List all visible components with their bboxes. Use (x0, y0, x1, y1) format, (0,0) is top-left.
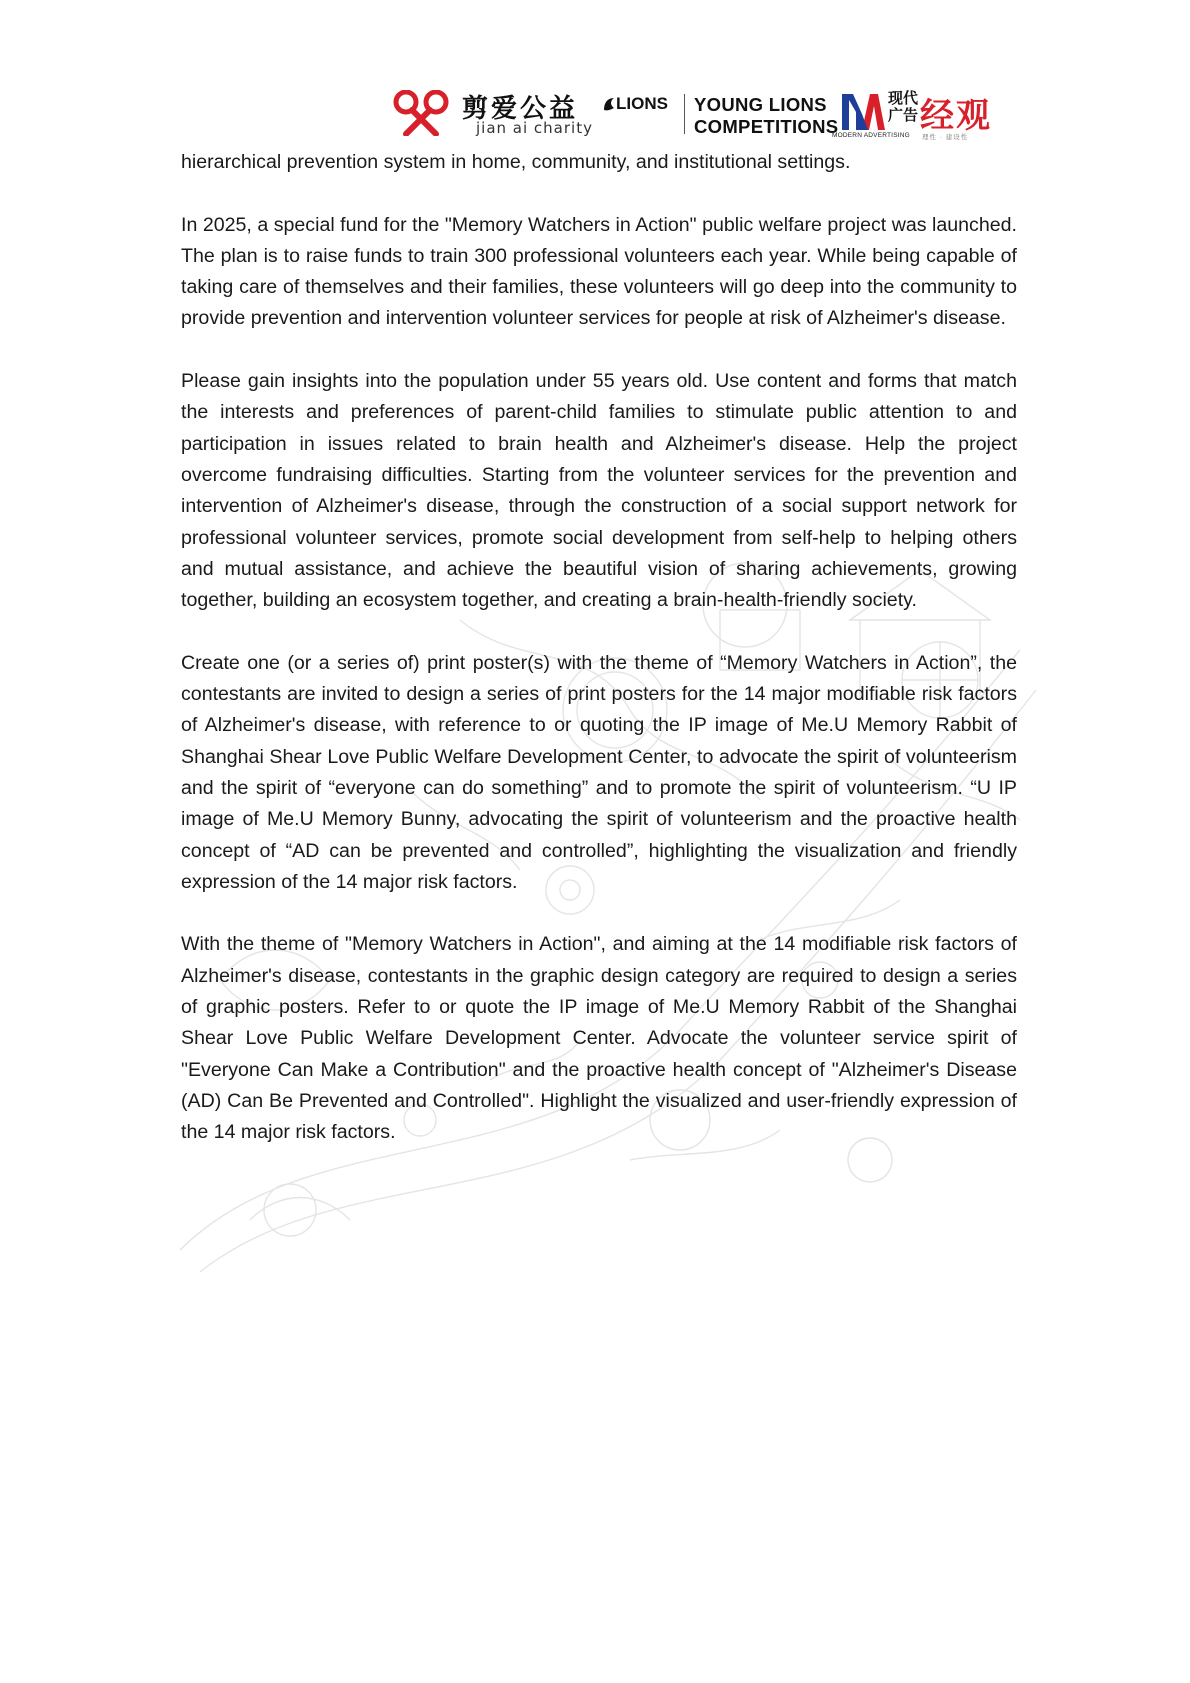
document-body (181, 147, 1017, 1180)
jian-ai-english-name: jian ai charity (476, 119, 593, 137)
lions-mark-icon (602, 96, 616, 112)
header-logos (392, 86, 1012, 142)
paragraph-insights: Please gain insights into the population under 55 years old. Use content and forms that match the interests and preferences of parent-child families to stimulate public attention to and participation in issues related to brain health and Alzheimer's disease. Help the project overcome fundraising difficulties. Starting from the volunteer services for the prevention and intervention of Alzheimer's disease, through the construction of a social support network for professional volunteer services, promote social development from self-help to helping others and mutual assistance, and achieve the beautiful vision of sharing achievements, growing together, building an ecosystem together, and creating a brain-health-friendly society. (181, 370, 1017, 612)
competitions-title: COMPETITIONS (694, 116, 839, 137)
paragraph-print-posters: Create one (or a series of) print poster(s) with the theme of “Memory Watchers in Action”, the contestants are invited to design a series of print posters for the 14 major modifiable risk factors of Alzheimer's disease, with reference to or quoting the IP image of Me.U Memory Rabbit of Shanghai Shear Love Public Welfare Development Center, to advocate the spirit of volunteerism and the spirit of “everyone can do something” and to promote the spirit of volunteerism. “U IP image of Me.U Memory Bunny, advocating the spirit of volunteerism and the proactive health concept of “AD can be prevented and controlled”, highlighting the visualization and friendly expression of the 14 major risk factors. (181, 651, 1017, 893)
paragraph-special-fund: In 2025, a special fund for the "Memory Watchers in Action" public welfare project was launched. The plan is to raise funds to train 300 professional volunteers each year. While being capable of taking care of themselves and their families, these volunteers will go deep into the community to provide prevention and intervention volunteer services for people at risk of Alzheimer's disease. (181, 213, 1017, 330)
paragraph-prevention-system: hierarchical prevention system in home, community, and institutional settings. (181, 151, 851, 173)
jian-ai-scissors-logo-icon (392, 90, 452, 136)
jingguan-logo-text: 经观 (920, 96, 992, 136)
header-divider (684, 94, 685, 134)
young-lions-title: YOUNG LIONS (694, 94, 827, 115)
paragraph-graphic-design: With the theme of "Memory Watchers in Action", and aiming at the 14 modifiable risk factors of Alzheimer's disease, contestants in the graphic design category are required to design a series of graphic posters. Refer to or quote the IP image of Me.U Memory Rabbit of the Shanghai Shear Love Public Welfare Development Center. Advocate the volunteer service spirit of "Everyone Can Make a Contribution" and the proactive health concept of "Alzheimer's Disease (AD) Can Be Prevented and Controlled". Highlight the visualized and user-friendly expression of the 14 major risk factors. (181, 933, 1017, 1144)
lions-logo-text: LIONS (616, 94, 668, 113)
modern-advertising-en: MODERN ADVERTISING (832, 132, 910, 139)
jian-ai-chinese-name: 剪爱公益 (462, 94, 579, 124)
jingguan-tagline: 理性 · 建设性 (922, 134, 969, 141)
modern-advertising-cn-line1: 现代 (888, 89, 919, 107)
modern-advertising-logo-icon (840, 90, 886, 132)
modern-advertising-cn-line2: 广告 (888, 106, 919, 124)
